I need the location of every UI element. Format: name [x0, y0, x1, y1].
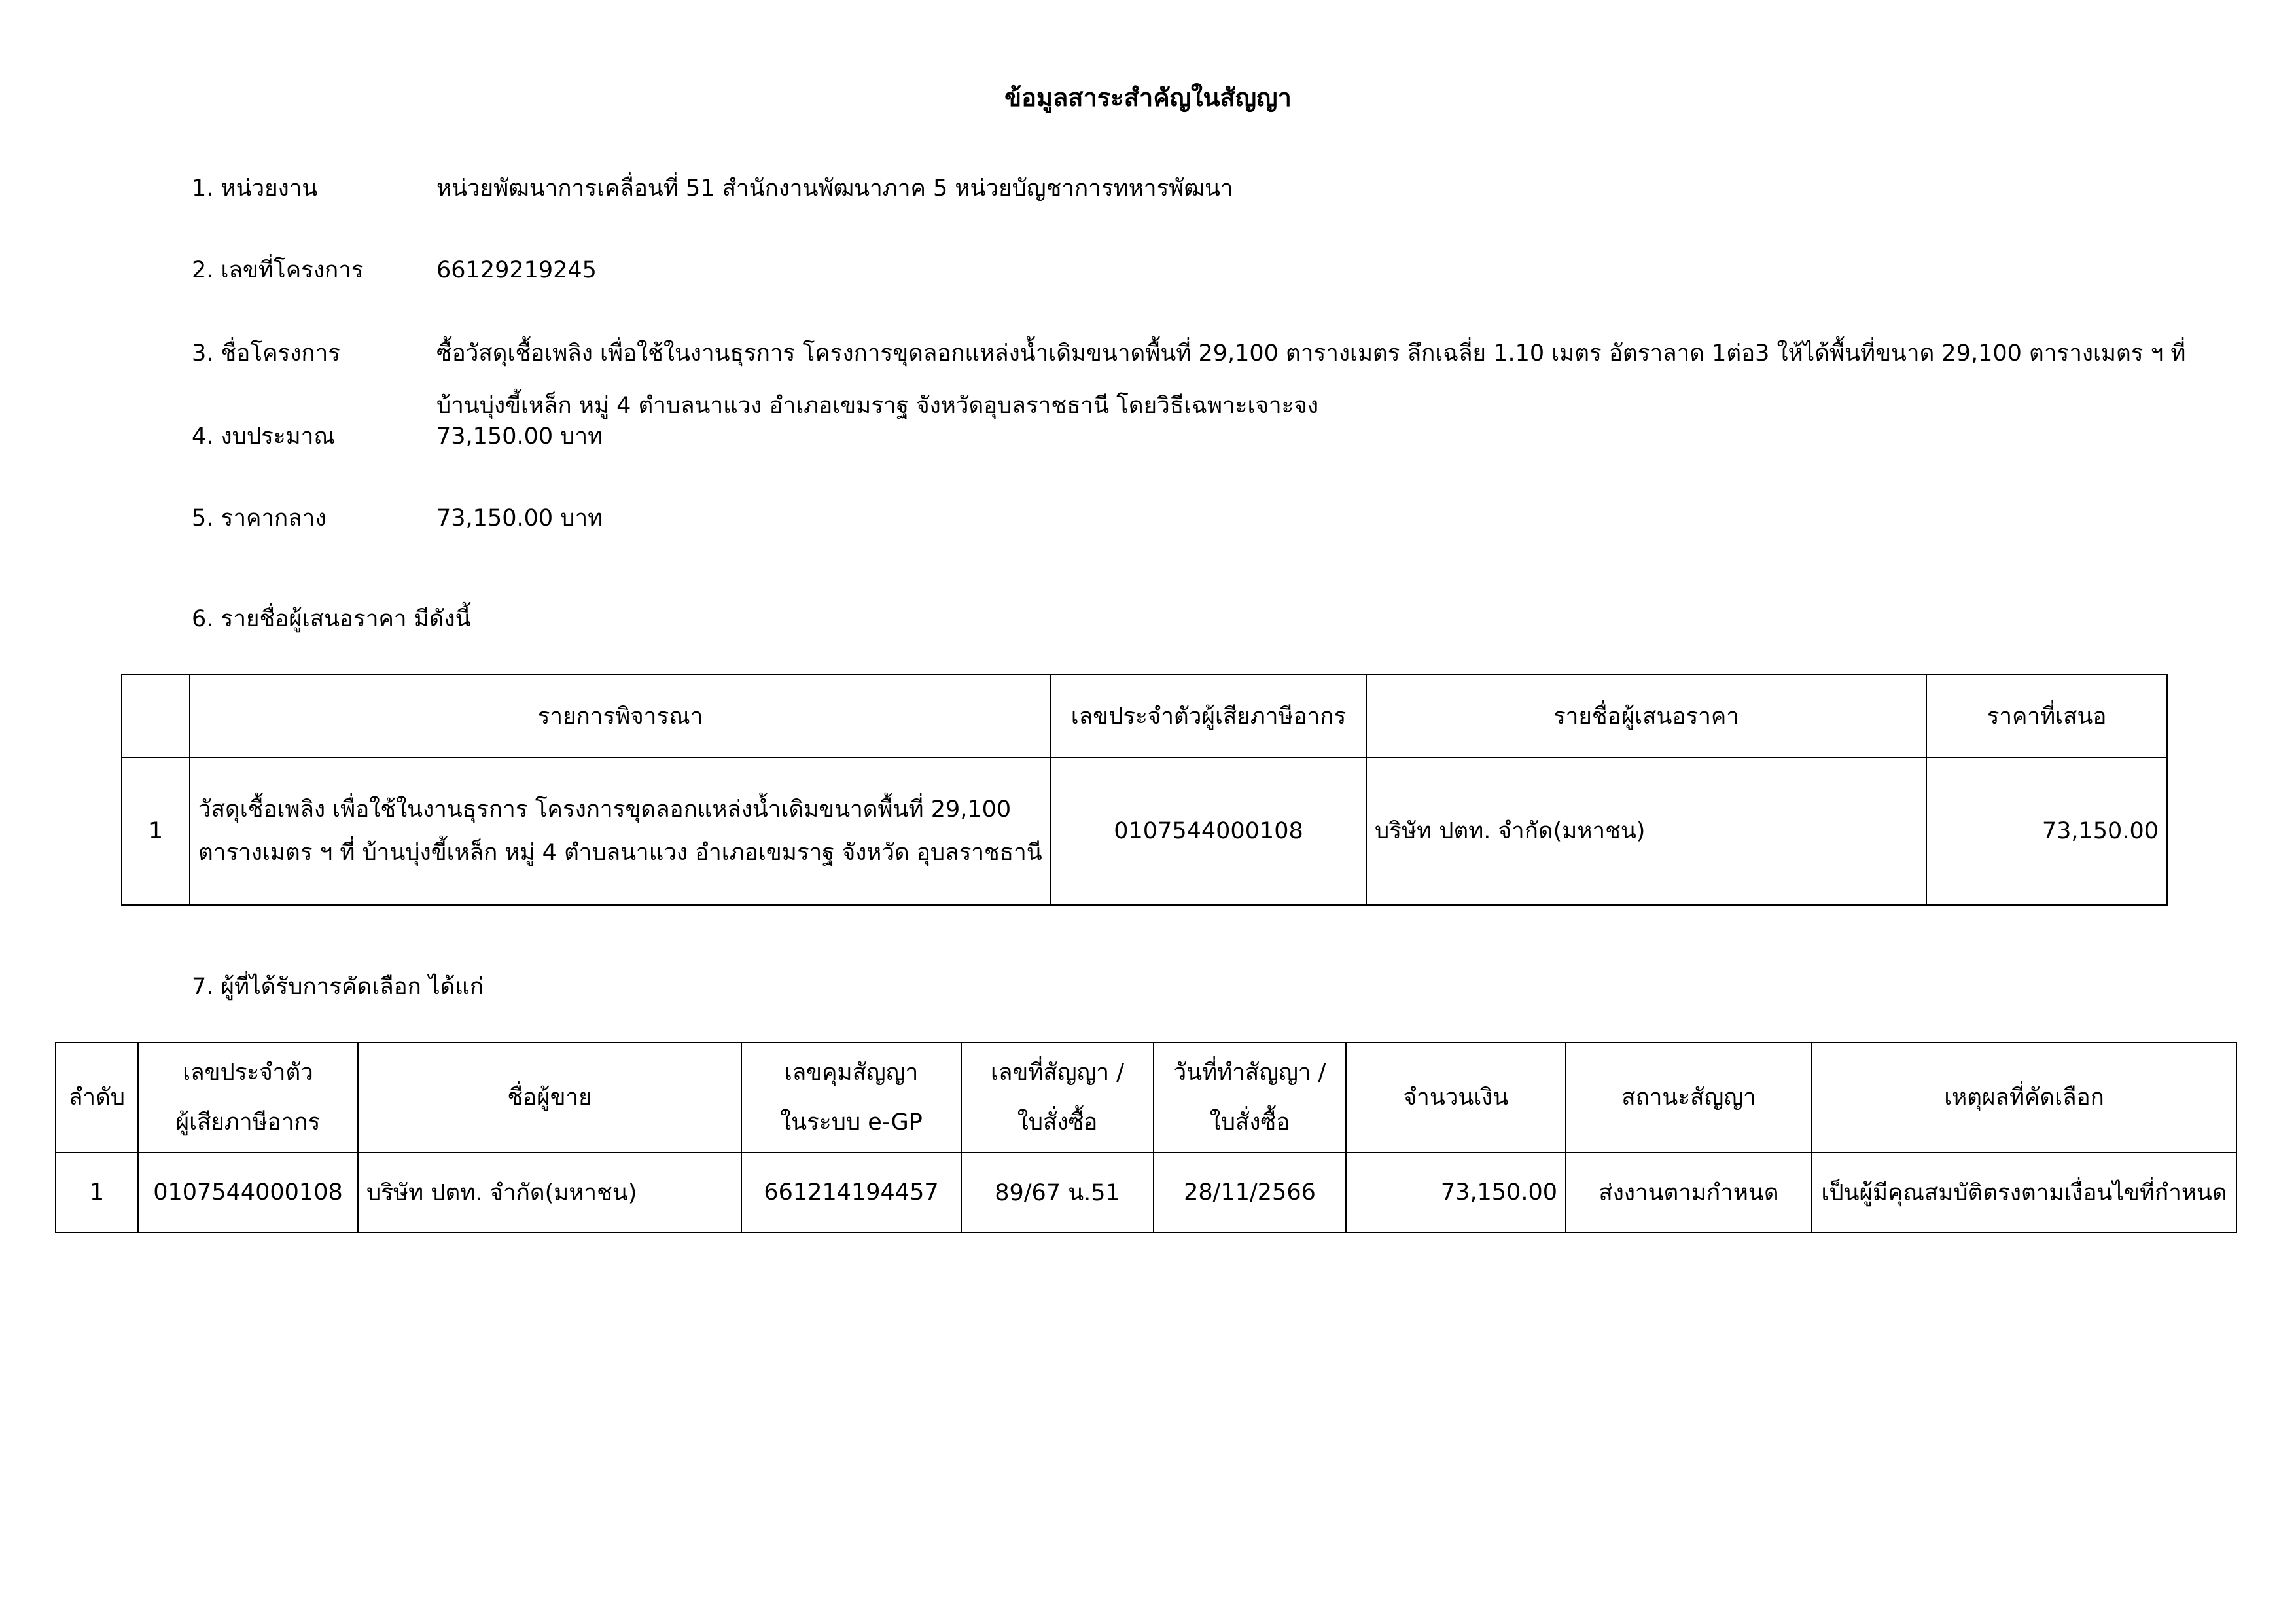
section6-heading: 6. รายชื่อผู้เสนอราคา มีดังนี้	[192, 606, 471, 632]
cell-reason: เป็นผู้มีคุณสมบัติตรงตามเงื่อนไขที่กำหนด	[1812, 1152, 2236, 1232]
cell-no: 1	[56, 1152, 138, 1232]
field-value: 73,150.00 บาท	[436, 505, 603, 531]
field-value: ซื้อวัสดุเชื้อเพลิง เพื่อใช้ในงานธุรการ โครงการขุดลอกแหล่งน้ำเดิมขนาดพื้นที่ 29,100 ตารางเมตร ลึกเฉลี่ย 1.10 เมตร อัตราลาด 1ต่อ3 ให้ได้พื้นที่ขนาด 29,100 ตารางเมตร ฯ ที่ บ้านบุ่งขี้เหล็ก หมู่ 4 ตำบลนาแวง อำเภอเขมราฐ จังหวัดอุบลราชธานี โดยวิธีเฉพาะเจาะจง	[436, 340, 2186, 419]
header-contract	[961, 1043, 1154, 1152]
field-label: 3. ชื่อโครงการ	[192, 340, 341, 366]
table-header-row	[122, 675, 2167, 757]
field-label: 2. เลขที่โครงการ	[192, 257, 364, 283]
header-price: ราคาที่เสนอ	[1926, 675, 2167, 757]
header-no	[122, 675, 190, 757]
section7-heading: 7. ผู้ที่ได้รับการคัดเลือก ได้แก่	[192, 974, 484, 1000]
field-label: 4. งบประมาณ	[192, 423, 335, 450]
cell-price: 73,150.00	[1926, 757, 2167, 905]
cell-control: 661214194457	[741, 1152, 961, 1232]
cell-taxid: 0107544000108	[1051, 757, 1366, 905]
table-header-row	[56, 1043, 2236, 1152]
field-agency	[192, 162, 2210, 215]
page-title: ข้อมูลสาระสำคัญในสัญญา	[1004, 83, 1292, 112]
field-label: 5. ราคากลาง	[192, 505, 327, 531]
header-control-line1: เลขคุมสัญญา	[784, 1060, 919, 1086]
cell-contract: 89/67 น.51	[961, 1152, 1154, 1232]
cell-taxid: 0107544000108	[138, 1152, 358, 1232]
bidders-table	[121, 674, 2168, 906]
header-item: รายการพิจารณา	[190, 675, 1051, 757]
header-date	[1154, 1043, 1346, 1152]
field-value: หน่วยพัฒนาการเคลื่อนที่ 51 สำนักงานพัฒนาภาค 5 หน่วยบัญชาการทหารพัฒนา	[436, 175, 1233, 202]
table-row	[122, 757, 2167, 905]
cell-status: ส่งงานตามกำหนด	[1566, 1152, 1812, 1232]
header-date-line1: วันที่ทำสัญญา /	[1173, 1060, 1326, 1086]
header-control	[741, 1043, 961, 1152]
header-date-line2: ใบสั่งซื้อ	[1209, 1109, 1290, 1135]
header-seller: ชื่อผู้ขาย	[358, 1043, 741, 1152]
field-value: 73,150.00 บาท	[436, 423, 603, 450]
header-no: ลำดับ	[56, 1043, 138, 1152]
header-status: สถานะสัญญา	[1566, 1043, 1812, 1152]
cell-item: วัสดุเชื้อเพลิง เพื่อใช้ในงานธุรการ โครงการขุดลอกแหล่งน้ำเดิมขนาดพื้นที่ 29,100 ตารางเมตร ฯ ที่ บ้านบุ่งขี้เหล็ก หมู่ 4 ตำบลนาแวง อำเภอเขมราฐ จังหวัด อุบลราชธานี	[190, 757, 1051, 905]
cell-amount: 73,150.00	[1346, 1152, 1566, 1232]
field-label: 1. หน่วยงาน	[192, 175, 318, 202]
header-taxid-line1: เลขประจำตัว	[183, 1060, 313, 1086]
cell-date: 28/11/2566	[1154, 1152, 1346, 1232]
field-budget	[192, 410, 2210, 463]
header-control-line2: ในระบบ e-GP	[780, 1109, 923, 1135]
header-taxid-line2: ผู้เสียภาษีอากร	[175, 1109, 321, 1135]
field-median-price	[192, 492, 2210, 544]
header-amount: จำนวนเงิน	[1346, 1043, 1566, 1152]
header-contract-line2: ใบสั่งซื้อ	[1017, 1109, 1098, 1135]
header-taxid	[138, 1043, 358, 1152]
cell-bidder: บริษัท ปตท. จำกัด(มหาชน)	[1366, 757, 1926, 905]
header-contract-line1: เลขที่สัญญา /	[991, 1060, 1124, 1086]
winners-table	[55, 1042, 2237, 1233]
header-reason: เหตุผลที่คัดเลือก	[1812, 1043, 2236, 1152]
header-taxid: เลขประจำตัวผู้เสียภาษีอากร	[1051, 675, 1366, 757]
cell-no: 1	[122, 757, 190, 905]
field-project-number	[192, 244, 2210, 296]
table-row	[56, 1152, 2236, 1232]
field-value: 66129219245	[436, 257, 597, 283]
cell-seller: บริษัท ปตท. จำกัด(มหาชน)	[358, 1152, 741, 1232]
header-bidder: รายชื่อผู้เสนอราคา	[1366, 675, 1926, 757]
